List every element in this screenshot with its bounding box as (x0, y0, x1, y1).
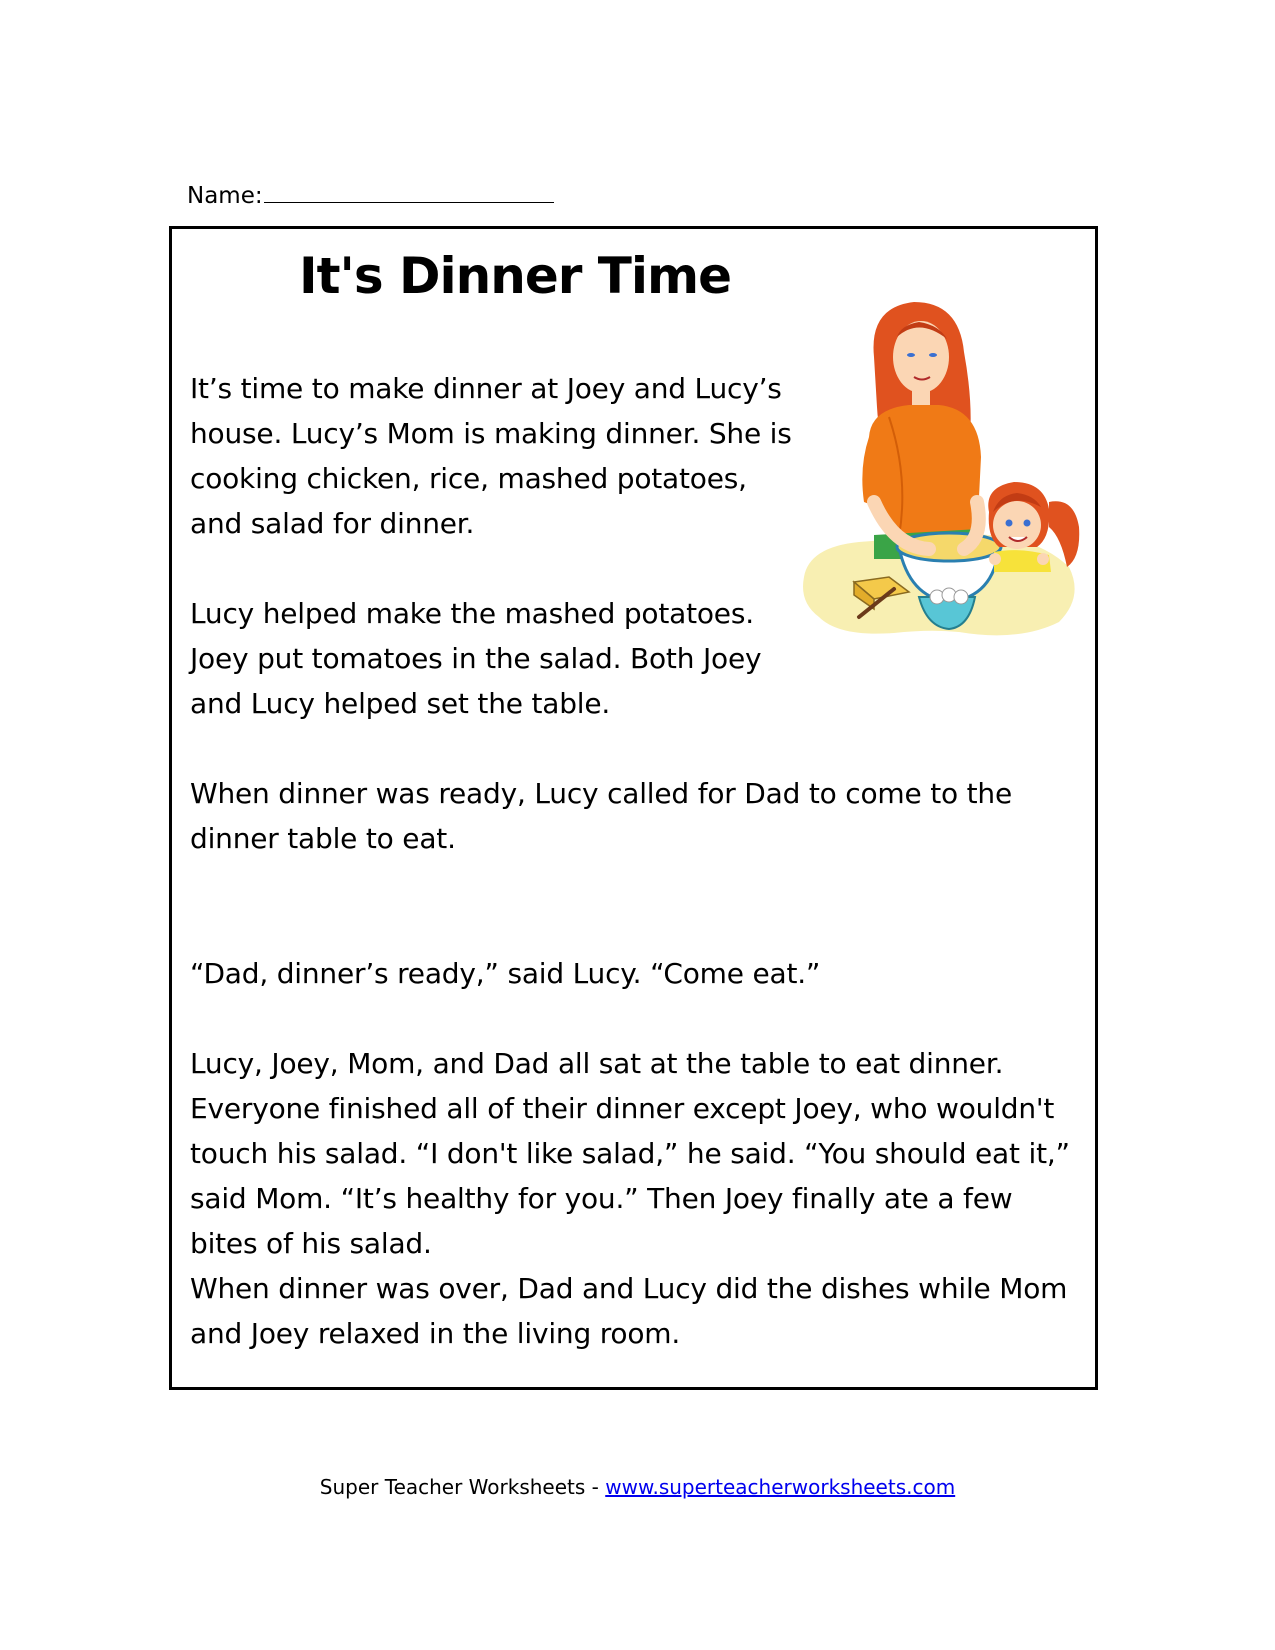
story-paragraph-6: When dinner was over, Dad and Lucy did the dishes while Mom and Joey relaxed in the living room. (190, 1272, 1068, 1350)
story-paragraph-1: It’s time to make dinner at Joey and Lucy’s house. Lucy’s Mom is making dinner. She is cooking chicken, rice, mashed potatoes, and salad for dinner. (190, 372, 792, 540)
story-title: It's Dinner Time (299, 247, 732, 305)
story-paragraph-4: “Dad, dinner’s ready,” said Lucy. “Come eat.” (190, 957, 821, 990)
footer-website-link[interactable]: www.superteacherworksheets.com (605, 1475, 956, 1499)
story-paragraph-2: Lucy helped make the mashed potatoes. Joey put tomatoes in the salad. Both Joey and Lucy helped set the table. (190, 597, 762, 720)
page-footer (0, 1475, 1275, 1499)
story-paragraph-5: Lucy, Joey, Mom, and Dad all sat at the table to eat dinner. Everyone finished all of their dinner except Joey, who wouldn't touch his salad. “I don't like salad,” he said. “You should eat it,” said Mom. “It’s healthy for you.” Then Joey finally ate a few bites of his salad. (190, 1047, 1070, 1260)
name-label: Name: (187, 183, 263, 209)
name-blank-line[interactable] (264, 180, 554, 203)
story-paragraph-3: When dinner was ready, Lucy called for Dad to come to the dinner table to eat. (190, 777, 1012, 855)
story-box (169, 226, 1098, 1390)
name-field[interactable] (187, 180, 554, 210)
mom-and-daughter-cooking-icon (799, 297, 1089, 662)
footer-text: Super Teacher Worksheets - (319, 1475, 606, 1499)
